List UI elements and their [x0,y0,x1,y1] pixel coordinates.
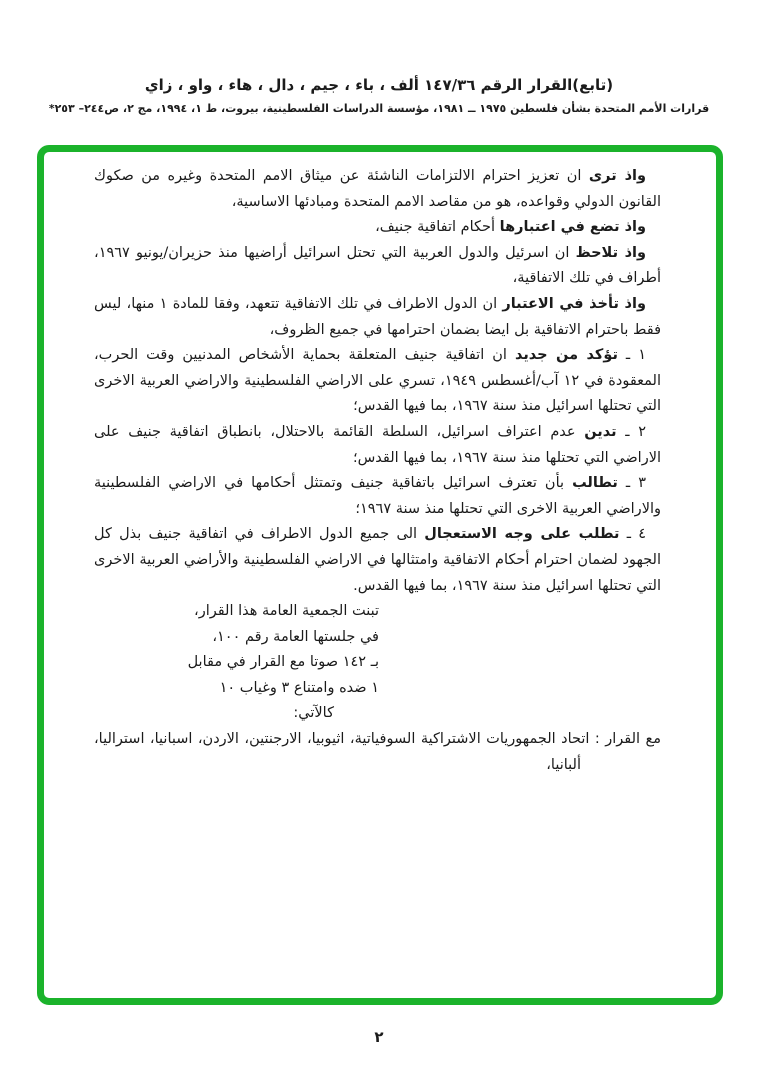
body-paragraph: ٣ ـ تطالب بأن تعترف اسرائيل باتفاقية جنيف وتمتثل أحكامها في الاراضي الفلسطينية والاراضي العربية الاخرى التي تحتلها منذ سنة ١٩٦٧؛ [94,475,661,517]
body-paragraph: ٤ ـ تطلب على وجه الاستعجال الى جميع الدول الاطراف في اتفاقية جنيف بذل كل الجهود لضمان احترام أحكام الاتفاقية وامتثالها في الاراضي الفلسطينية والأراضي العربية الاخرى التي تحتلها اسرائيل منذ سنة ١٩٦٧، بما فيها القدس. [94,526,661,594]
green-frame [37,145,723,1005]
adoption-block [94,599,661,701]
vote-label: مع القرار : [594,731,661,748]
body-paragraph: واذ تلاحظ ان اسرئيل والدول العربية التي تحتل اسرائيل أراضيها منذ حزيران/يونيو ١٩٦٧، أطراف في تلك الاتفاقية، [94,244,661,287]
paragraph-lead: تؤكد من جديد [514,347,618,364]
resolution-title: (تابع)القرار الرقم ١٤٧/٣٦ ألف ، باء ، جيم ، دال ، هاء ، واو ، زاي [144,76,614,94]
paragraph-lead: واذ ترى [588,168,646,184]
paragraph-lead: واذ تأخذ في الاعتبار [502,295,646,312]
adoption-colon-line: كالآتي: [293,705,334,722]
body-paragraph: واذ تضع في اعتبارها أحكام اتفاقية جنيف، [375,219,646,236]
citation-header [0,76,758,115]
paragraph-lead: واذ تلاحظ [575,244,646,261]
paragraph-lead: واذ تضع في اعتبارها [499,219,646,236]
paragraph-lead: تطالب [572,475,618,492]
vote-countries: اتحاد الجمهوريات الاشتراكية السوفياتية، اثيوبيا، الارجنتين، الاردن، اسبانيا، استراليا، ألبانيا، [94,731,595,773]
body-paragraph: ١ ـ تؤكد من جديد ان اتفاقية جنيف المتعلقة بحماية الأشخاص المدنيين وقت الحرب، المعقودة في ١٢ آب/أغسطس ١٩٤٩، تسري على الاراضي الفلسطينية والاراضي العربية الاخرى التي تحتلها اسرائيل منذ سنة ١٩٦٧، بما فيها القدس؛ [94,347,661,415]
body-paragraph: واذ تأخذ في الاعتبار ان الدول الاطراف في تلك الاتفاقية تتعهد، وفقا للمادة ١ منها، ليس فقط باحترام الاتفاقية بل ايضا بضمان احترامها في جميع الظروف، [94,295,661,338]
paragraph-lead: تدين [584,423,617,440]
page-number: ٢ [374,1028,384,1046]
body-paragraph: ٢ ـ تدين عدم اعتراف اسرائيل، السلطة القائمة بالاحتلال، بانطباق اتفاقية جنيف على الاراضي التي تحتلها منذ سنة ١٩٦٧، بما فيها القدس؛ [94,423,661,466]
adoption-line: تبنت الجمعية العامة هذا القرار، [194,603,379,620]
source-citation: قرارات الأمم المتحدة بشأن فلسطين ١٩٧٥ ــ ١٩٨١، مؤسسة الدراسات الفلسطينية، بيروت، ط ١، ١٩٩٤، مج ٢، ص٢٤٤– ٢٥٣* [48,102,710,115]
adoption-line: بـ ١٤٢ صوتا مع القرار في مقابل [187,654,379,671]
paragraph-lead: تطلب على وجه الاستعجال [424,526,620,543]
document-body [94,164,661,599]
adoption-line: في جلستها العامة رقم ١٠٠، [212,628,379,645]
adoption-line: ١ ضده وامتناع ٣ وغياب ١٠ [219,679,379,696]
body-paragraph: واذ ترى ان تعزيز احترام الالتزامات الناشئة عن ميثاق الامم المتحدة وغيره من صكوك القانون الدولي وقواعده، هو من مقاصد الامم المتحدة ومبادئها الاساسية، [94,168,661,210]
vote-paragraph [94,727,661,778]
